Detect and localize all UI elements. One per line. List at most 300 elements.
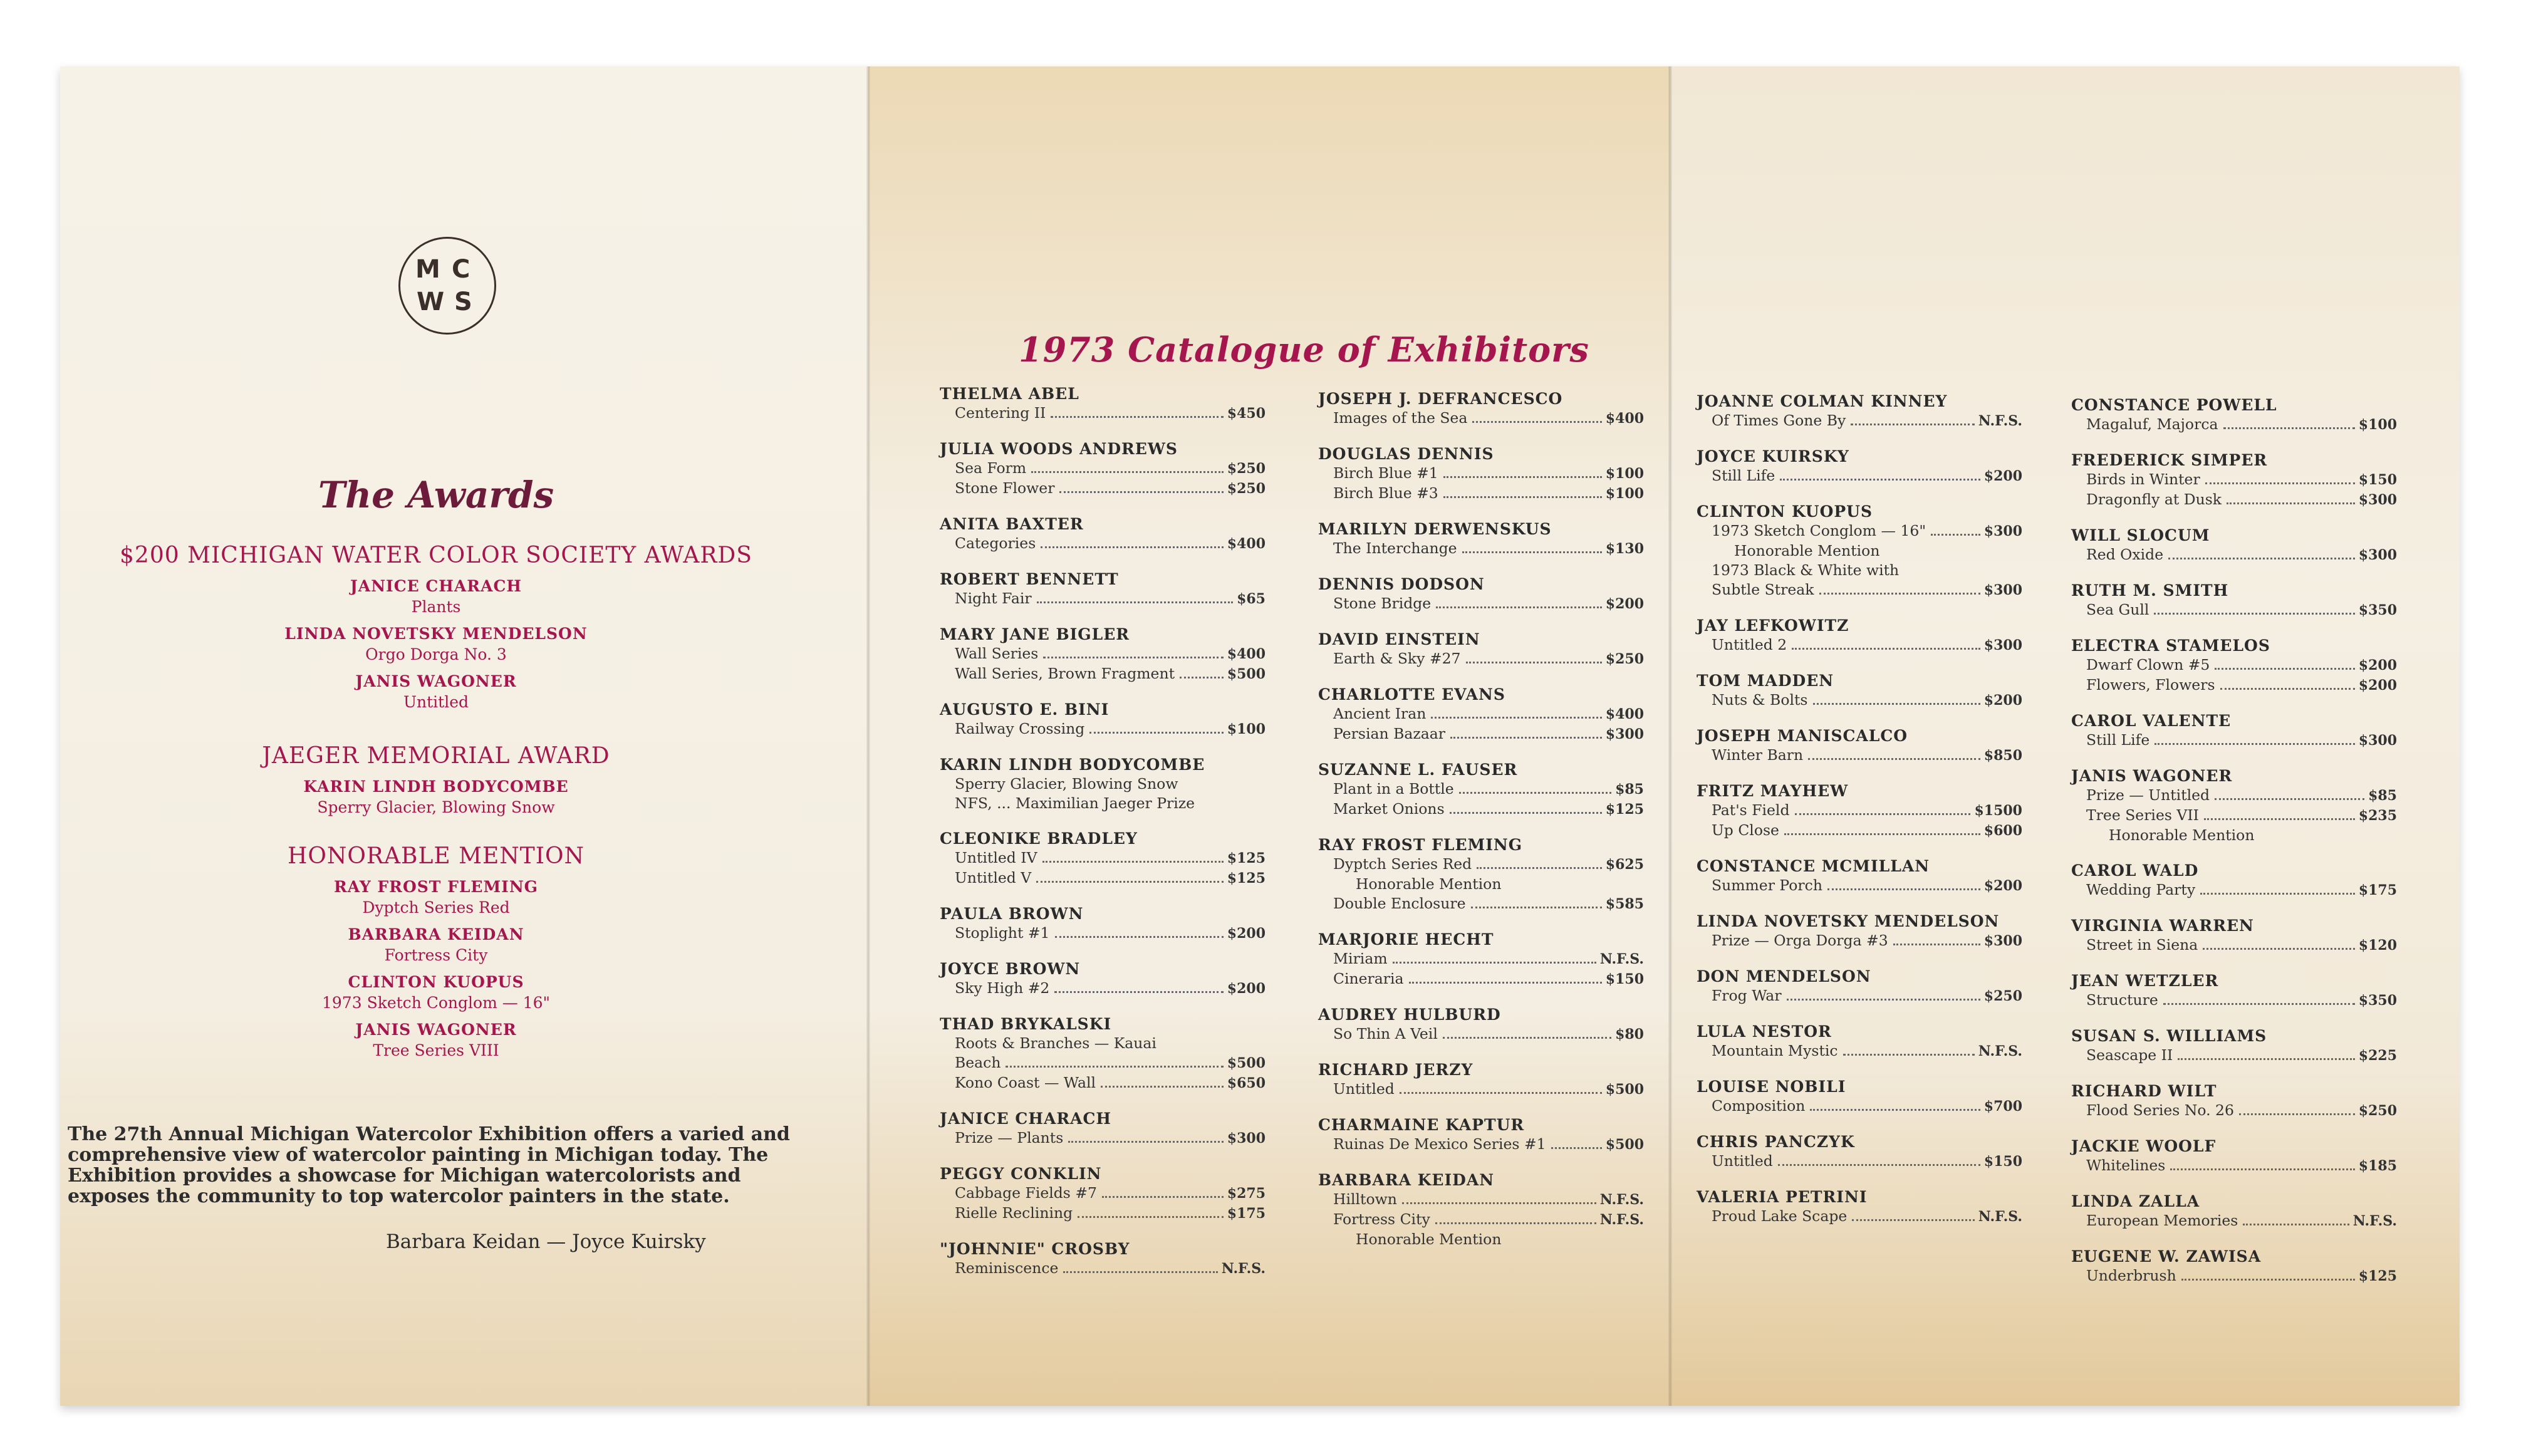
artwork-line — [2071, 786, 2397, 806]
exhibitor-entry — [1697, 1022, 2022, 1061]
exhibitor-entry — [940, 570, 1266, 609]
artist-name: VIRGINIA WARREN — [2071, 917, 2254, 935]
dot-leader — [1466, 662, 1602, 663]
exhibitor-entry — [940, 905, 1266, 944]
dot-leader — [1436, 606, 1602, 608]
artwork-price: $150 — [1983, 1153, 2022, 1170]
artwork-title: Untitled — [1712, 1152, 1773, 1170]
dot-leader — [1089, 732, 1223, 734]
artwork-line — [2071, 655, 2397, 675]
artist-name: KARIN LINDH BODYCOMBE — [940, 756, 1205, 774]
artist-name: WILL SLOCUM — [2071, 526, 2210, 544]
artwork-price: $80 — [1615, 1026, 1644, 1043]
artist-name: DENNIS DODSON — [1318, 575, 1485, 593]
artwork-line — [940, 719, 1266, 739]
artwork-price: $100 — [1227, 721, 1266, 737]
artist-name: VALERIA PETRINI — [1697, 1188, 1868, 1206]
artwork-price: $85 — [1615, 781, 1644, 798]
exhibitor-entry — [1697, 616, 2022, 655]
award-winner-name: JANIS WAGONER — [355, 1021, 517, 1039]
artwork-title: Prize — Untitled — [2086, 786, 2210, 804]
exhibitor-entry — [2071, 972, 2397, 1011]
artist-name: LULA NESTOR — [1697, 1022, 1832, 1041]
artist-name: CLEONIKE BRADLEY — [940, 829, 1138, 848]
dot-leader — [1462, 551, 1602, 553]
dot-leader — [1827, 888, 1980, 890]
artist-name: LINDA NOVETSKY MENDELSON — [1697, 912, 2000, 930]
dot-leader — [1051, 416, 1223, 418]
exhibitor-entry — [1318, 761, 1644, 819]
dot-leader — [1851, 424, 1974, 425]
artwork-title: Nuts & Bolts — [1712, 691, 1808, 709]
artwork-price: $125 — [1605, 801, 1644, 818]
artwork-price: $500 — [1227, 666, 1266, 682]
artwork-price: $300 — [1983, 582, 2022, 598]
artwork-title: Earth & Sky #27 — [1333, 650, 1461, 667]
dot-leader — [1037, 601, 1233, 603]
award-winner-name: BARBARA KEIDAN — [348, 925, 524, 944]
dot-leader — [1400, 1092, 1602, 1094]
dot-leader — [2200, 893, 2355, 895]
artwork-line — [1318, 649, 1644, 669]
artwork-title: 1973 Black & White with — [1712, 561, 1900, 579]
artwork-price: N.F.S. — [1221, 1261, 1266, 1277]
artwork-title: Composition — [1712, 1097, 1806, 1115]
artwork-price: $225 — [2358, 1048, 2397, 1064]
artist-name: JANICE CHARACH — [940, 1110, 1112, 1128]
exhibitor-entry — [1318, 445, 1644, 504]
artwork-price: $350 — [2358, 602, 2397, 618]
artwork-price: $125 — [1227, 870, 1266, 887]
artwork-price: $200 — [2358, 677, 2397, 694]
artwork-title: Untitled IV — [955, 849, 1037, 866]
award-section-honorable — [73, 843, 799, 1059]
artwork-price: $400 — [1605, 706, 1644, 722]
artwork-price: $300 — [2358, 732, 2397, 749]
artwork-line — [1697, 986, 2022, 1006]
dot-leader — [1059, 491, 1223, 493]
artwork-title: Fortress City — [1333, 1210, 1430, 1228]
artwork-line — [940, 534, 1266, 554]
artwork-price: $300 — [1983, 933, 2022, 949]
artwork-line — [940, 589, 1266, 609]
artist-name: RICHARD WILT — [2071, 1082, 2217, 1100]
exhibitor-entry — [1697, 502, 2022, 600]
artist-name: AUGUSTO E. BINI — [940, 700, 1110, 719]
artwork-line — [940, 923, 1266, 944]
exhibitor-entry — [1697, 672, 2022, 710]
logo-letter: S — [454, 288, 472, 316]
exhibitor-entry — [940, 700, 1266, 739]
dot-leader — [1778, 1164, 1980, 1166]
artwork-price: $100 — [1605, 486, 1644, 502]
artwork-title: Rielle Reclining — [955, 1204, 1073, 1222]
artwork-price: $200 — [1227, 925, 1266, 942]
dot-leader — [2170, 1168, 2354, 1170]
artwork-price: $200 — [1227, 980, 1266, 997]
artwork-line — [1318, 464, 1644, 484]
honorable-mention-note: Honorable Mention — [1356, 1230, 1502, 1248]
artwork-line — [940, 848, 1266, 868]
exhibitor-entry — [1318, 685, 1644, 744]
artwork-price: $700 — [1983, 1098, 2022, 1115]
artwork-price: $400 — [1227, 646, 1266, 662]
artwork-title: Reminiscence — [955, 1259, 1059, 1277]
artist-name: FRITZ MAYHEW — [1697, 782, 1849, 800]
artist-name: PAULA BROWN — [940, 905, 1084, 923]
artwork-price: $250 — [1227, 481, 1266, 497]
artist-name: CAROL VALENTE — [2071, 712, 2232, 730]
artwork-price: $150 — [1605, 971, 1644, 987]
artwork-price: $625 — [1605, 856, 1644, 873]
artwork-title: Untitled 2 — [1712, 636, 1787, 653]
dot-leader — [2168, 558, 2355, 559]
exhibitor-entry — [940, 385, 1266, 424]
artwork-title: Subtle Streak — [1712, 581, 1814, 598]
artwork-title: Up Close — [1712, 821, 1779, 839]
exhibitor-entry — [940, 625, 1266, 684]
artwork-title: The Interchange — [1333, 539, 1457, 557]
artwork-line — [2071, 1156, 2397, 1176]
artwork-line — [1697, 1152, 2022, 1172]
exhibitor-entry — [1697, 782, 2022, 841]
dot-leader — [1443, 496, 1602, 498]
artist-name: PEGGY CONKLIN — [940, 1165, 1102, 1183]
artwork-price: N.F.S. — [1599, 951, 1644, 967]
artwork-line — [1318, 724, 1644, 744]
artwork-price: $450 — [1227, 405, 1266, 422]
artist-name: LOUISE NOBILI — [1697, 1078, 1846, 1096]
dot-leader — [2205, 482, 2355, 484]
exhibitor-entry — [1318, 930, 1644, 989]
artwork-title: Cineraria — [1333, 970, 1404, 987]
artist-name: DON MENDELSON — [1697, 967, 1871, 985]
artwork-price: $200 — [1983, 468, 2022, 484]
dot-leader — [1450, 737, 1602, 739]
award-winner-work: Orgo Dorga No. 3 — [365, 645, 507, 663]
dot-leader — [2204, 818, 2355, 820]
artwork-title: Dwarf Clown #5 — [2086, 656, 2210, 673]
dot-leader — [1808, 758, 1980, 760]
artwork-price: $400 — [1227, 536, 1266, 552]
artwork-price: $120 — [2358, 937, 2397, 954]
artwork-title: Street in Siena — [2086, 936, 2198, 954]
artwork-line — [1697, 1096, 2022, 1116]
artist-name: JOSEPH J. DEFRANCESCO — [1318, 390, 1563, 408]
dot-leader — [1036, 881, 1224, 883]
dot-leader — [1893, 944, 1980, 945]
exhibitor-entry — [1318, 1061, 1644, 1100]
artwork-title: Kono Coast — Wall — [955, 1074, 1096, 1091]
dot-leader — [1042, 861, 1224, 863]
artwork-title: Stone Bridge — [1333, 595, 1432, 612]
artist-name: ROBERT BENNETT — [940, 570, 1119, 588]
artwork-line — [940, 774, 1266, 794]
artwork-title: Market Onions — [1333, 800, 1445, 818]
artist-name: AUDREY HULBURD — [1318, 1006, 1501, 1024]
dot-leader — [2178, 1058, 2355, 1060]
dot-leader — [1409, 982, 1602, 984]
exhibitor-entry — [940, 1240, 1266, 1279]
artist-name: JEAN WETZLER — [2071, 972, 2219, 990]
dot-leader — [2215, 798, 2364, 800]
artwork-line — [1318, 1024, 1644, 1044]
artwork-title: Stone Flower — [955, 479, 1055, 497]
artist-name: SUSAN S. WILLIAMS — [2071, 1027, 2267, 1045]
dot-leader — [2215, 668, 2354, 670]
artwork-title: Images of the Sea — [1333, 409, 1468, 427]
artwork-line — [1318, 894, 1644, 914]
artwork-price: $500 — [1227, 1055, 1266, 1071]
artwork-price: $300 — [1983, 637, 2022, 653]
award-winner-work: Fortress City — [384, 946, 488, 964]
artwork-title: Winter Barn — [1712, 746, 1804, 764]
artwork-line — [2071, 415, 2397, 435]
dot-leader — [1471, 907, 1602, 908]
artwork-price: $175 — [2358, 882, 2397, 898]
dot-leader — [1459, 792, 1611, 794]
artwork-title: Sperry Glacier, Blowing Snow — [955, 775, 1178, 793]
artwork-title: Structure — [2086, 991, 2158, 1009]
artwork-price: $235 — [2358, 808, 2397, 824]
artist-name: DAVID EINSTEIN — [1318, 630, 1480, 648]
exhibitor-entry — [1697, 857, 2022, 896]
artwork-title: Prize — Orga Dorga #3 — [1712, 932, 1888, 949]
artist-name: FREDERICK SIMPER — [2071, 451, 2268, 469]
award-section-mwcs — [73, 543, 799, 711]
artwork-title: Wall Series — [955, 645, 1039, 662]
artwork-title: Flowers, Flowers — [2086, 676, 2215, 694]
artist-name: JAY LEFKOWITZ — [1697, 616, 1849, 635]
dot-leader — [2154, 743, 2354, 745]
artwork-title: Wall Series, Brown Fragment — [955, 665, 1175, 682]
exhibitor-entry — [940, 960, 1266, 999]
artist-name: THAD BRYKALSKI — [940, 1015, 1112, 1033]
award-winner-work: 1973 Sketch Conglom — 16" — [322, 994, 550, 1012]
award-section-jaeger — [73, 743, 799, 816]
artwork-line — [1697, 466, 2022, 486]
artwork-line — [940, 1053, 1266, 1073]
artwork-price: $125 — [1227, 850, 1266, 866]
exhibitor-entry — [1697, 727, 2022, 766]
artwork-price: $85 — [2368, 788, 2397, 804]
dot-leader — [1006, 1066, 1223, 1068]
artwork-title: Prize — Plants — [955, 1129, 1064, 1147]
exhibitor-entry — [1697, 912, 2022, 951]
award-winner-name: CLINTON KUOPUS — [348, 973, 524, 991]
artwork-line — [1697, 411, 2022, 431]
exhibitor-entry — [2071, 861, 2397, 900]
dot-leader — [1472, 421, 1601, 423]
artist-name: TOM MADDEN — [1697, 672, 1834, 690]
artwork-line — [2071, 806, 2397, 826]
artist-name: RICHARD JERZY — [1318, 1061, 1474, 1079]
artwork-price: $850 — [1983, 747, 2022, 764]
award-winner-work: Untitled — [403, 693, 469, 711]
exhibitor-entry — [2071, 1027, 2397, 1066]
dot-leader — [2154, 613, 2354, 615]
exhibitor-entry — [1697, 1133, 2022, 1172]
artwork-line — [2071, 545, 2397, 565]
fold-line — [1668, 66, 1672, 1406]
dot-leader — [2181, 1279, 2355, 1281]
exhibitor-entry — [1697, 447, 2022, 486]
artwork-title: Railway Crossing — [955, 720, 1085, 737]
logo-letter: M — [415, 255, 440, 284]
artwork-price: $250 — [1227, 460, 1266, 477]
artwork-title: Whitelines — [2086, 1157, 2166, 1174]
artwork-title: Stoplight #1 — [955, 924, 1050, 942]
dot-leader — [1780, 479, 1980, 481]
artist-name: MARILYN DERWENSKUS — [1318, 520, 1552, 538]
artist-name: CONSTANCE MCMILLAN — [1697, 857, 1930, 875]
artist-name: JULIA WOODS ANDREWS — [940, 440, 1178, 458]
artwork-line — [1318, 1079, 1644, 1100]
artwork-title: Flood Series No. 26 — [2086, 1101, 2234, 1119]
artwork-line — [1697, 821, 2022, 841]
artwork-price: $200 — [1983, 878, 2022, 894]
artwork-price: $300 — [1983, 523, 2022, 539]
dot-leader — [1795, 813, 1971, 815]
intro-paragraph: The 27th Annual Michigan Watercolor Exhibition offers a varied and comprehensive view of watercolor painting in Michigan today. The Exhibition provides a showcase for Michigan watercolorists and exposes the community to top watercolor painters in the state. — [68, 1123, 790, 1207]
artwork-line — [1697, 580, 2022, 600]
artist-name: CLINTON KUOPUS — [1697, 502, 1873, 521]
dot-leader — [1101, 1086, 1224, 1088]
exhibitor-entry — [940, 440, 1266, 499]
artwork-price: $65 — [1237, 591, 1266, 607]
artwork-title: Wedding Party — [2086, 881, 2196, 898]
award-winner-work: Tree Series VIII — [373, 1041, 499, 1059]
exhibitor-entry — [2071, 767, 2397, 845]
award-winner-work: Sperry Glacier, Blowing Snow — [317, 798, 555, 816]
honorable-mention-note: Honorable Mention — [1356, 875, 1502, 893]
dot-leader — [1810, 1109, 1980, 1111]
artwork-price: $250 — [1983, 988, 2022, 1004]
artwork-title: Beach — [955, 1054, 1001, 1071]
artwork-title: Roots & Branches — Kauai — [955, 1034, 1156, 1052]
dot-leader — [2239, 1113, 2355, 1115]
artwork-line — [1318, 704, 1644, 724]
logo-letter: W — [417, 288, 445, 316]
artwork-line — [1697, 931, 2022, 951]
exhibitor-entry — [940, 1165, 1266, 1224]
dot-leader — [1068, 1141, 1223, 1143]
artwork-line — [2071, 470, 2397, 490]
artwork-line — [2071, 731, 2397, 751]
artwork-title: Proud Lake Scape — [1712, 1207, 1848, 1225]
artwork-title: Underbrush — [2086, 1267, 2176, 1284]
artwork-price: N.F.S. — [1599, 1192, 1644, 1208]
artwork-line — [2071, 880, 2397, 900]
exhibitor-entry — [2071, 917, 2397, 955]
artwork-title: Night Fair — [955, 590, 1032, 607]
brochure — [60, 66, 2460, 1406]
artwork-title: So Thin A Veil — [1333, 1025, 1438, 1043]
artwork-price: N.F.S. — [1599, 1212, 1644, 1228]
exhibitor-entry — [1318, 1006, 1644, 1044]
artwork-line — [2071, 991, 2397, 1011]
artist-name: CHARLOTTE EVANS — [1318, 685, 1505, 704]
artwork-price: $275 — [1227, 1185, 1266, 1202]
artwork-title: Cabbage Fields #7 — [955, 1184, 1097, 1202]
exhibitor-entry — [1318, 575, 1644, 614]
artwork-line — [1318, 855, 1644, 875]
dot-leader — [1393, 962, 1596, 964]
exhibitor-entry — [2071, 1137, 2397, 1176]
exhibitor-entry — [2071, 526, 2397, 565]
dot-leader — [1443, 1037, 1611, 1039]
honorable-mention-note: Honorable Mention — [2109, 826, 2255, 844]
artwork-title: Untitled V — [955, 869, 1032, 887]
dot-leader — [1931, 534, 1980, 536]
artwork-price: $200 — [1983, 692, 2022, 709]
exhibitor-entry — [940, 829, 1266, 888]
artwork-title: Birch Blue #1 — [1333, 464, 1438, 482]
artwork-line — [1318, 799, 1644, 819]
artwork-title: Double Enclosure — [1333, 895, 1466, 912]
artwork-title: Summer Porch — [1712, 876, 1822, 894]
catalogue-column — [1697, 392, 2022, 1243]
artist-name: MARJORIE HECHT — [1318, 930, 1494, 949]
artwork-line — [1318, 539, 1644, 559]
exhibitor-entry — [940, 515, 1266, 554]
exhibitor-entry — [2071, 1192, 2397, 1231]
artwork-price: $300 — [2358, 547, 2397, 563]
artwork-line — [2071, 935, 2397, 955]
artwork-line — [1318, 969, 1644, 989]
artwork-line — [2071, 1211, 2397, 1231]
artwork-line — [940, 403, 1266, 424]
artwork-title: Birds in Winter — [2086, 471, 2200, 488]
artwork-title: Hilltown — [1333, 1190, 1397, 1208]
artwork-title: 1973 Sketch Conglom — 16" — [1712, 522, 1926, 539]
exhibitor-entry — [2071, 1082, 2397, 1121]
artwork-title: Pat's Field — [1712, 801, 1790, 819]
artwork-line — [940, 1128, 1266, 1148]
dot-leader — [2243, 1224, 2349, 1225]
artwork-title: Dyptch Series Red — [1333, 855, 1472, 873]
mcws-logo — [398, 237, 496, 335]
artwork-title: Ancient Iran — [1333, 705, 1427, 722]
artwork-price: $250 — [1605, 651, 1644, 667]
artist-name: CONSTANCE POWELL — [2071, 396, 2277, 414]
artist-name: JOYCE KUIRSKY — [1697, 447, 1849, 465]
exhibitor-entry — [1318, 836, 1644, 914]
artwork-line — [2071, 490, 2397, 510]
artist-name: JANIS WAGONER — [2071, 767, 2233, 785]
artwork-line — [1697, 690, 2022, 710]
dot-leader — [1450, 812, 1602, 814]
artwork-line — [940, 479, 1266, 499]
artwork-line — [940, 664, 1266, 684]
artwork-line — [2071, 600, 2397, 620]
award-winner-name: JANIS WAGONER — [355, 672, 517, 690]
artwork-price: $1500 — [1974, 803, 2022, 819]
dot-leader — [1031, 471, 1224, 473]
catalogue-column — [2071, 396, 2397, 1303]
artwork-line — [2071, 675, 2397, 695]
artwork-title: Still Life — [1712, 467, 1775, 484]
exhibitor-entry — [2071, 1247, 2397, 1286]
artwork-line — [1697, 561, 2022, 580]
artwork-line — [1318, 1135, 1644, 1155]
artwork-line — [1697, 521, 2022, 541]
exhibitor-entry — [940, 1110, 1266, 1148]
artwork-price: $185 — [2358, 1158, 2397, 1174]
artwork-price: N.F.S. — [1978, 1043, 2022, 1059]
left-panel — [60, 66, 868, 1406]
artist-name: ELECTRA STAMELOS — [2071, 637, 2270, 655]
